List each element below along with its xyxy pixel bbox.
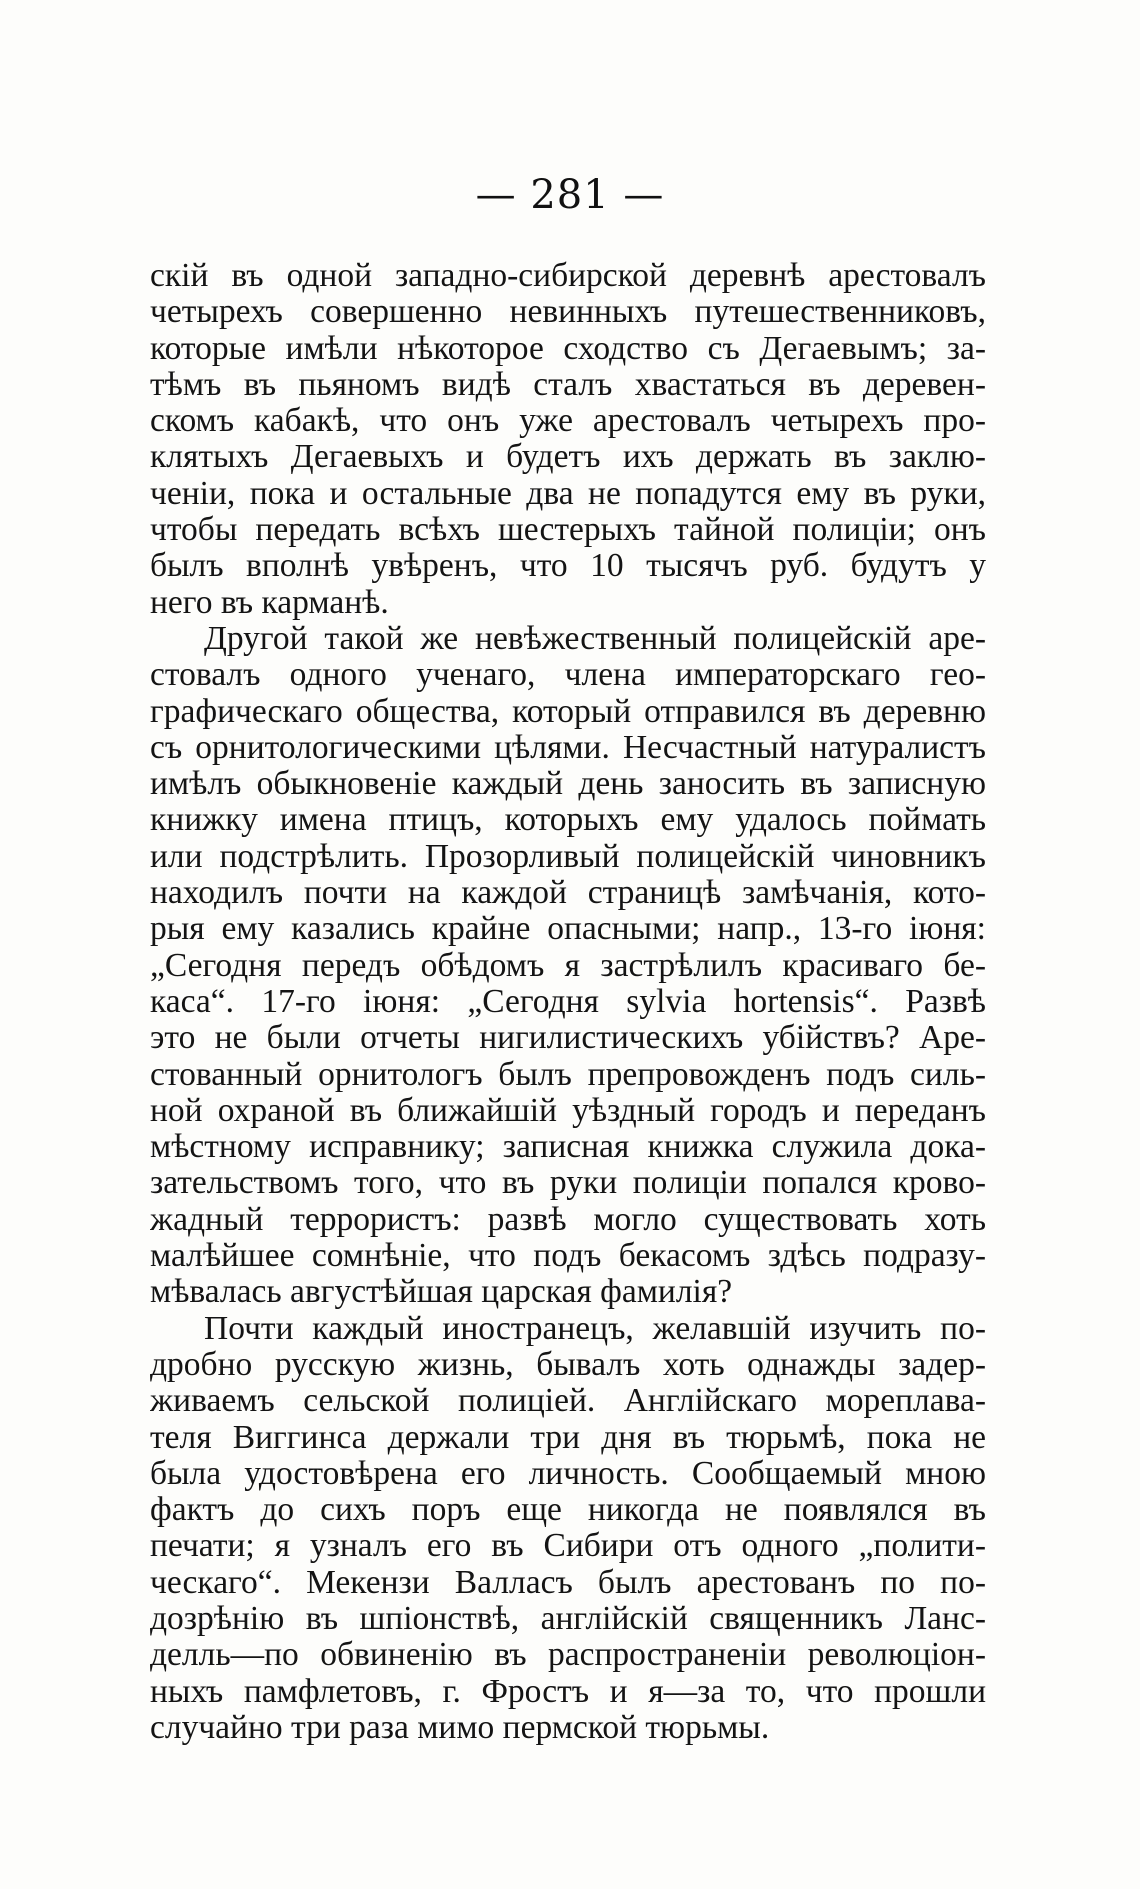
- text-line: дозрѣнію въ шпіонствѣ, англійскій священникъ Ланс-: [150, 1600, 986, 1637]
- text-line: чтобы передать всѣхъ шестерыхъ тайной полиціи; онъ: [150, 512, 986, 549]
- text-line: четырехъ совершенно невинныхъ путешественниковъ,: [150, 294, 986, 331]
- paragraph-1: [150, 258, 986, 621]
- text-line: это не были отчеты нигилистическихъ убійствъ? Аре-: [150, 1020, 986, 1057]
- text-line: стовалъ одного ученаго, члена императорскаго гео-: [150, 657, 986, 694]
- text-line: Другой такой же невѣжественный полицейскій аре-: [204, 620, 986, 657]
- text-line: ческаго“. Мекензи Валласъ былъ арестованъ по по-: [150, 1564, 986, 1601]
- text-line: имѣлъ обыкновеніе каждый день заносить въ записную: [150, 766, 986, 803]
- text-line: или подстрѣлить. Прозорливый полицейскій чиновникъ: [150, 838, 986, 875]
- text-line: была удостовѣрена его личность. Сообщаемый мною: [150, 1455, 986, 1492]
- text-line: живаемъ сельской полиціей. Англійскаго мореплава-: [150, 1383, 986, 1420]
- paragraph-3: [150, 1311, 986, 1747]
- text-line: которые имѣли нѣкоторое сходство съ Дегаевымъ; за-: [150, 330, 986, 367]
- text-line: теля Виггинса держали три дня въ тюрьмѣ, пока не: [150, 1419, 986, 1456]
- text-line: ной охраной въ ближайшій уѣздный городъ и переданъ: [150, 1092, 986, 1129]
- text-line: жадный террористъ: развѣ могло существовать хоть: [150, 1201, 986, 1238]
- text-line: графическаго общества, который отправился въ деревню: [150, 693, 986, 730]
- text-line: книжку имена птицъ, которыхъ ему удалось поймать: [150, 802, 986, 839]
- text-line: дробно русскую жизнь, бывалъ хоть однажды задер-: [150, 1346, 986, 1383]
- text-line: Почти каждый иностранецъ, желавшій изучить по-: [204, 1310, 986, 1347]
- text-line: делль—по обвиненію въ распространеніи революціон-: [150, 1637, 986, 1674]
- text-line: печати; я узналъ его въ Сибири отъ одного „полити-: [150, 1528, 986, 1565]
- text-line: мѣстному исправнику; записная книжка служила дока-: [150, 1129, 986, 1166]
- text-line: фактъ до сихъ поръ еще никогда не появлялся въ: [150, 1492, 986, 1529]
- text-line: него въ карманѣ.: [150, 584, 389, 621]
- text-line: клятыхъ Дегаевыхъ и будетъ ихъ держать въ заклю-: [150, 439, 986, 476]
- text-line: ченіи, пока и остальные два не попадутся ему въ руки,: [150, 475, 986, 512]
- paragraph-2: [150, 621, 986, 1311]
- page-number: — 281 —: [475, 172, 665, 218]
- text-line: случайно три раза мимо пермской тюрьмы.: [150, 1709, 770, 1746]
- text-line: находилъ почти на каждой страницѣ замѣчанія, кото-: [150, 875, 986, 912]
- text-line: зательствомъ того, что въ руки полиціи попался крово-: [150, 1165, 986, 1202]
- text-line: съ орнитологическими цѣлями. Несчастный натуралистъ: [150, 729, 986, 766]
- text-line: ныхъ памфлетовъ, г. Фростъ и я—за то, что прошли: [150, 1673, 986, 1710]
- text-line: каса“. 17-го іюня: „Сегодня sylvia hortensis“. Развѣ: [150, 983, 986, 1020]
- text-line: мѣвалась августѣйшая царская фамилія?: [150, 1274, 733, 1311]
- text-line: скомъ кабакѣ, что онъ уже арестовалъ четырехъ про-: [150, 403, 986, 440]
- text-line: малѣйшее сомнѣніе, что подъ бекасомъ здѣсь подразу-: [150, 1238, 986, 1275]
- text-line: тѣмъ въ пьяномъ видѣ сталъ хвастаться въ деревен-: [150, 366, 986, 403]
- text-line: „Сегодня передъ обѣдомъ я застрѣлилъ красиваго бе-: [150, 947, 986, 984]
- text-line: былъ вполнѣ увѣренъ, что 10 тысячъ руб. будутъ у: [150, 548, 986, 585]
- text-line: скій въ одной западно-сибирской деревнѣ арестовалъ: [150, 258, 986, 294]
- text-line: рыя ему казались крайне опасными; напр., 13-го іюня:: [150, 911, 986, 948]
- text-line: стованный орнитологъ былъ препровожденъ подъ силь-: [150, 1056, 986, 1093]
- body-text: [150, 258, 986, 1746]
